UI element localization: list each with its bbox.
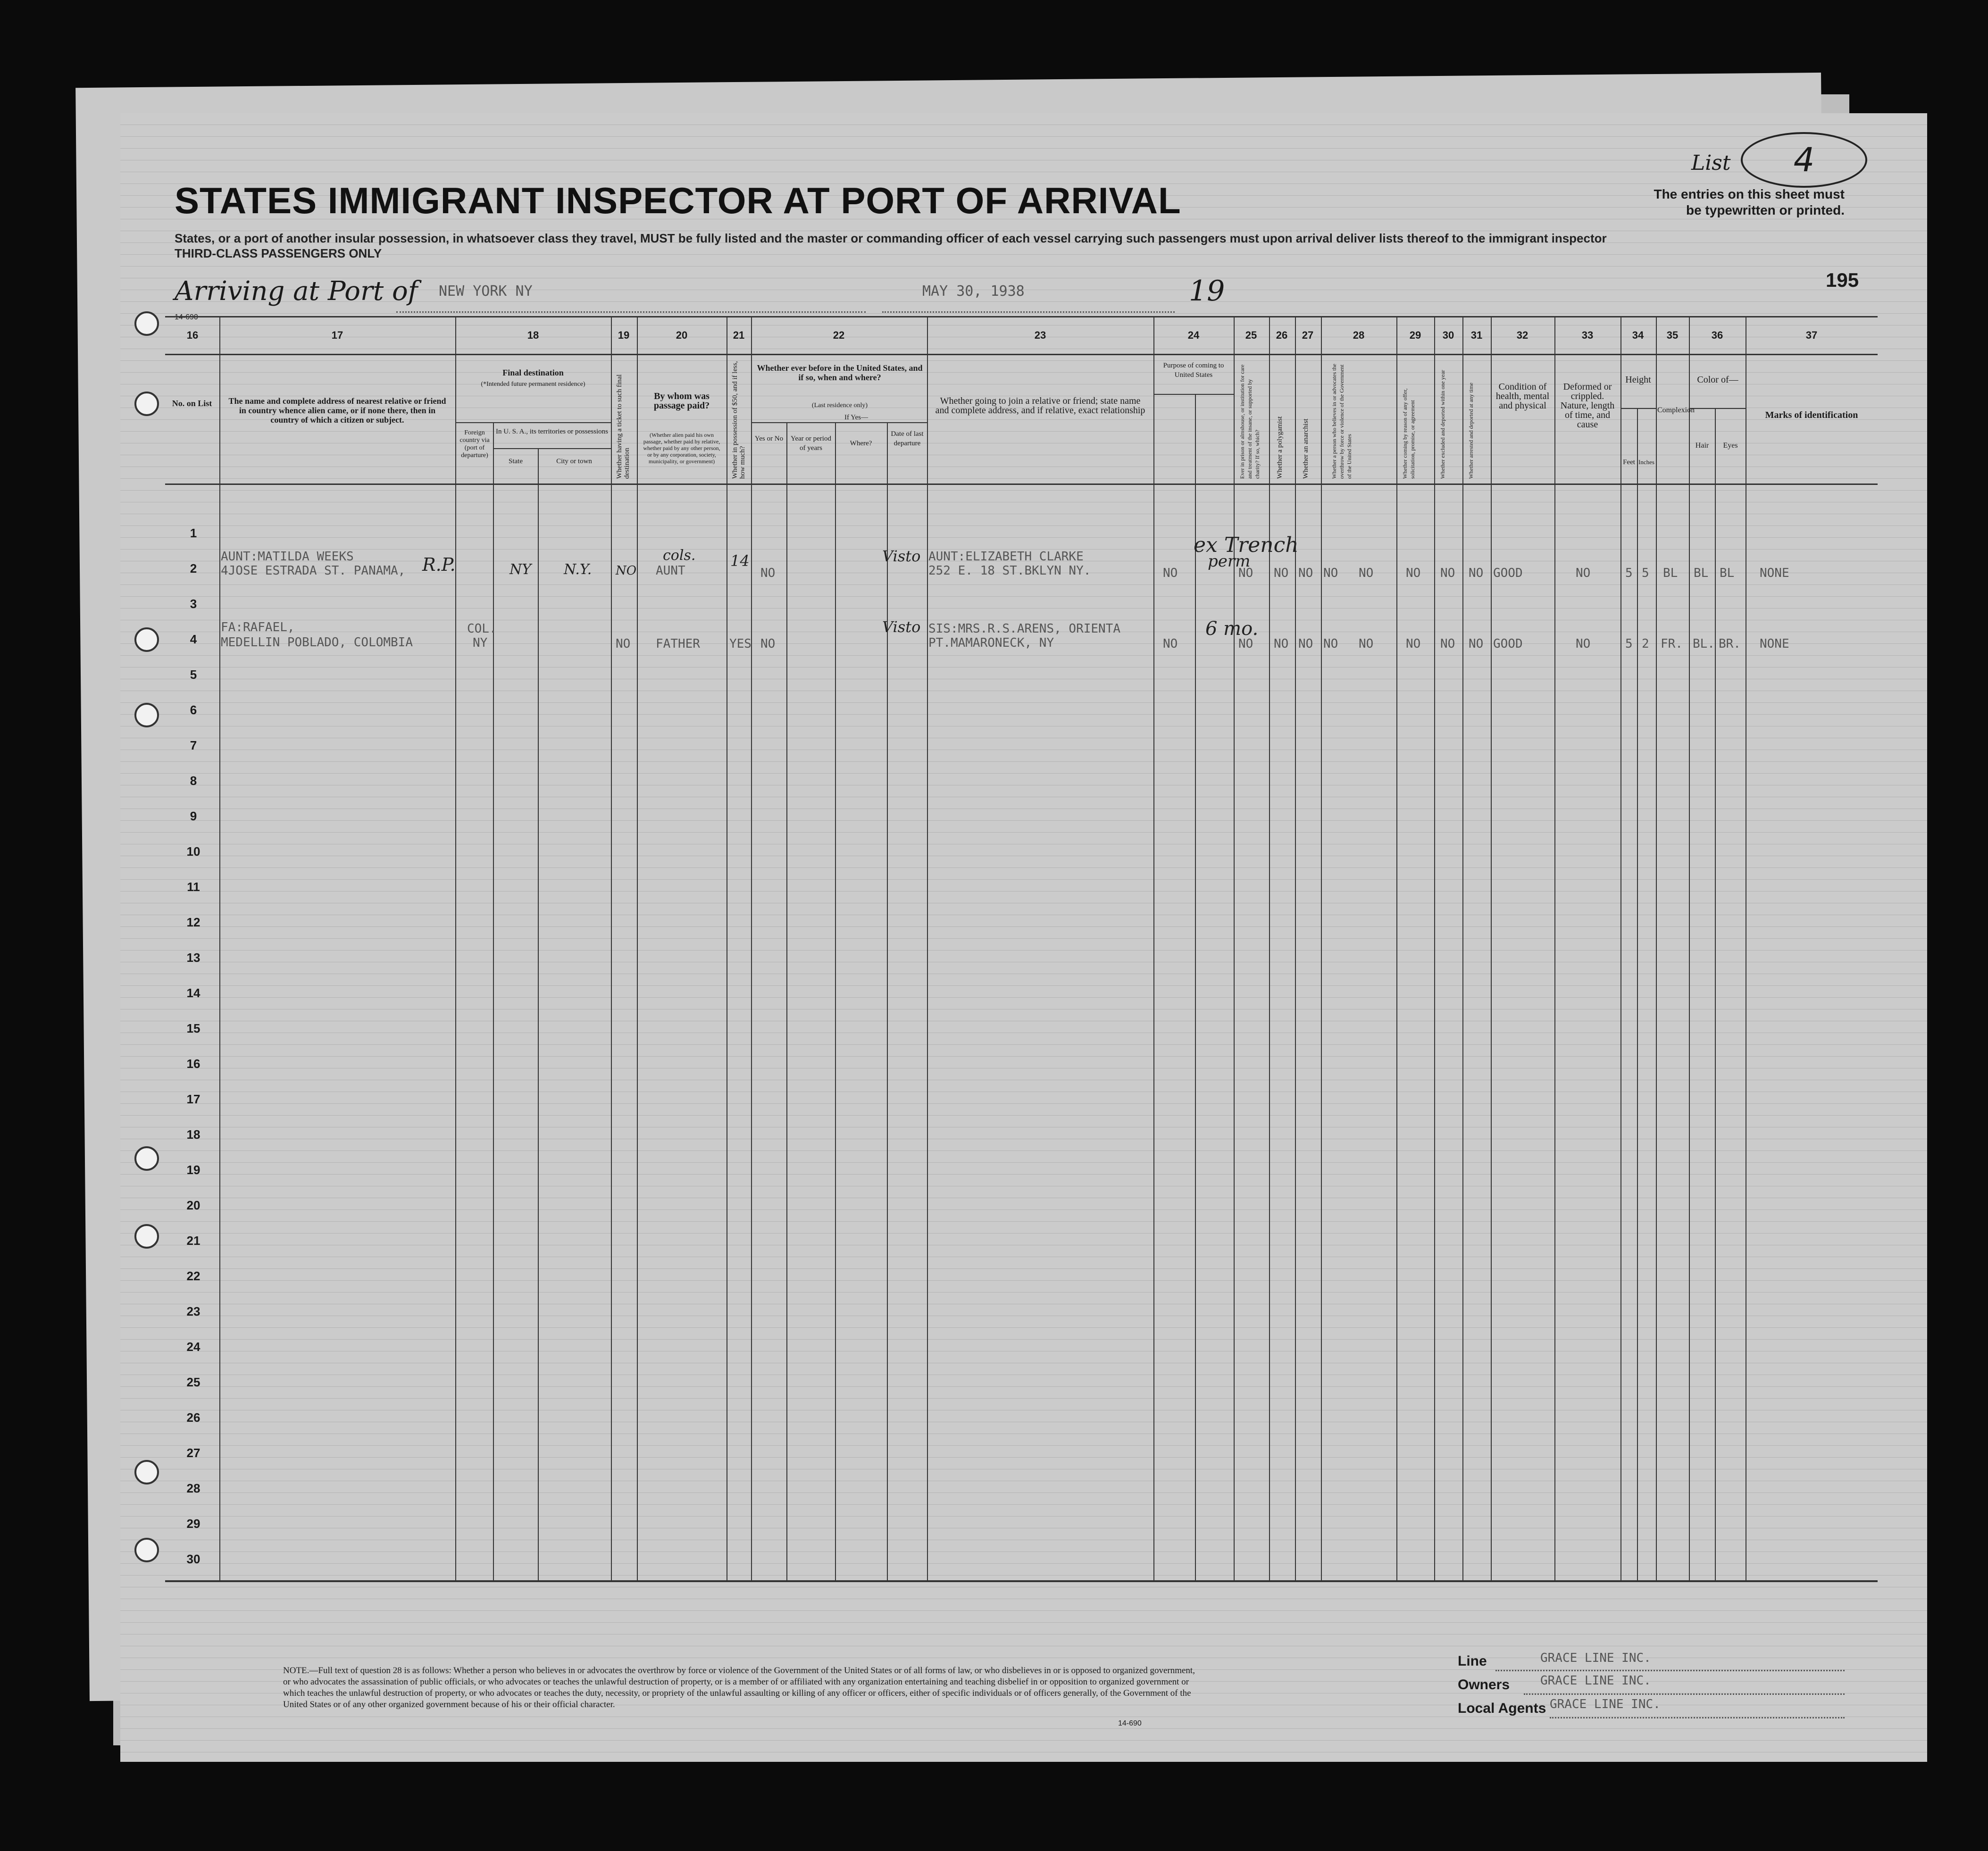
height-inches: 2 xyxy=(1642,637,1649,651)
binder-hole xyxy=(134,627,159,652)
port-line xyxy=(396,311,866,313)
binder-hole xyxy=(134,1460,159,1484)
state-value: NY xyxy=(473,636,488,650)
row-number: 20 xyxy=(186,1198,200,1212)
anarchist-value: NO xyxy=(1323,566,1338,580)
state-value: NY xyxy=(510,561,532,578)
col-head-overthrow: Whether a person who believes in or advocates the overthrow by force or violence of the Government of the United States xyxy=(1331,364,1353,479)
row-number: 10 xyxy=(186,844,200,859)
table-rule xyxy=(493,448,611,449)
prison-value: NO xyxy=(1274,566,1289,580)
handwritten-note: ex Trench xyxy=(1194,533,1299,557)
height-feet: 5 xyxy=(1625,637,1633,651)
purpose-value: NO xyxy=(1163,566,1178,580)
table-rule xyxy=(1620,408,1656,409)
row-number: 13 xyxy=(186,951,200,965)
col-head-purpose: Purpose of coming to United States xyxy=(1163,362,1224,379)
row-number: 18 xyxy=(186,1127,200,1142)
col-subhead-before: (Last residence only) xyxy=(811,402,868,409)
page-title: STATES IMMIGRANT INSPECTOR AT PORT OF ARRIVAL xyxy=(175,180,1181,221)
agents-label: Local Agents xyxy=(1458,1701,1546,1716)
col-head-join: Whether going to join a relative or friend; state name and complete address, and if relative, exact relationship xyxy=(935,396,1145,416)
binder-hole xyxy=(134,1224,159,1249)
binder-hole xyxy=(134,703,159,727)
row-number: 25 xyxy=(186,1375,200,1389)
row-number: 28 xyxy=(186,1481,200,1495)
col-num: 34 xyxy=(1632,329,1644,341)
binder-hole xyxy=(134,1146,159,1171)
column-rule xyxy=(455,316,456,1580)
offer-value: NO xyxy=(1406,637,1421,651)
manifest-table xyxy=(165,313,1878,1580)
col-subhead-destination: (*Intended future permanent residence) xyxy=(481,381,585,388)
handwritten-note: 6 mo. xyxy=(1205,618,1259,640)
footer-note: NOTE.—Full text of question 28 is as follows: Whether a person who believes in or advocates the overthrow by force or violence of the Government of the United States or of all forms of law, or who disbelieves in or is opposed to organized government, or who advocates the assassination of public officials, or who advocates or teaches the unlawful destruction of property, or is a member of or affiliated with any organization entertaining and teaching disbelief in or opposition to organized government or which teaches the unlawful destruction of property, or who advocates or teaches the duty, necessity, or propriety of the unlawful assaulting or killing of any officer or officers, either of specific individuals or of officers generally, of the Government of the United States or of any other organized government because of his or their official character. xyxy=(283,1666,1195,1709)
year-prefix: 19 xyxy=(1189,275,1225,308)
offer-value: NO xyxy=(1406,566,1421,580)
form-code: 14-690 xyxy=(1118,1719,1142,1727)
before-value: NO xyxy=(760,566,776,580)
join-name: SIS:MRS.R.S.ARENS, ORIENTA xyxy=(928,622,1120,636)
column-rule xyxy=(1269,316,1270,1580)
column-rule xyxy=(493,422,494,1580)
row-number: 2 xyxy=(190,561,197,575)
money-value: YES xyxy=(729,637,752,651)
row-number: 15 xyxy=(186,1021,200,1035)
col-head-money: Whether in possession of $50, and if less, how much? xyxy=(731,361,746,479)
row-number: 16 xyxy=(186,1057,200,1071)
column-rule xyxy=(1153,316,1154,1580)
prison-value: NO xyxy=(1274,637,1289,651)
purpose-value: NO xyxy=(1163,637,1178,651)
table-rule xyxy=(1153,394,1234,395)
handwritten-note: Visto xyxy=(882,547,921,565)
col-num: 33 xyxy=(1581,329,1594,341)
col-head-period: Year or period of years xyxy=(791,435,831,452)
port-label: Arriving at Port of xyxy=(175,276,418,307)
col-head-yesno: Yes or No xyxy=(754,435,784,442)
col-head-polygamist: Whether a polygamist xyxy=(1276,416,1284,479)
col-head-ticket: Whether having a ticket to such final destination xyxy=(616,374,631,479)
col-head-paid: By whom was passage paid? xyxy=(653,391,710,411)
col-head-foreign: Foreign country via (port of departure) xyxy=(459,429,490,459)
deformed-value: NO xyxy=(1576,637,1591,651)
overthrow-value: NO xyxy=(1359,637,1374,651)
col-head-eyes: Eyes xyxy=(1723,442,1738,450)
column-rule xyxy=(887,422,888,1580)
col-head-destination: Final destination xyxy=(502,368,564,377)
row-number: 27 xyxy=(186,1446,200,1460)
list-label: List xyxy=(1691,151,1731,175)
hair-value: BL. xyxy=(1693,637,1715,651)
row-number: 4 xyxy=(190,632,197,646)
paid-by-value: FATHER xyxy=(656,637,700,651)
overthrow-value: NO xyxy=(1359,566,1374,580)
complexion-value: BL xyxy=(1663,566,1678,580)
health-value: GOOD xyxy=(1493,566,1523,580)
table-rule xyxy=(751,422,927,423)
column-rule xyxy=(1491,316,1492,1580)
row-number: 26 xyxy=(186,1410,200,1425)
col-head-complexion: Complexion xyxy=(1657,406,1695,414)
row-number: 21 xyxy=(186,1234,200,1248)
col-num: 35 xyxy=(1666,329,1679,341)
port-value: NEW YORK NY xyxy=(439,283,533,300)
col-num: 37 xyxy=(1805,329,1818,341)
height-feet: 5 xyxy=(1625,566,1633,580)
col-num: 20 xyxy=(676,329,688,341)
col-head-relative: The name and complete address of nearest relative or friend in country whence alien came, or if none there, then in country of which a citizen or subject. xyxy=(228,396,446,425)
col-num: 27 xyxy=(1302,329,1314,341)
row-number: 9 xyxy=(190,809,197,823)
eyes-value: BR. xyxy=(1719,637,1741,651)
col-head-marks: Marks of identification xyxy=(1765,410,1858,420)
column-rule xyxy=(1396,316,1397,1580)
join-name: AUNT:ELIZABETH CLARKE xyxy=(928,550,1084,564)
eyes-value: BL xyxy=(1720,566,1735,580)
paid-by-value: AUNT xyxy=(656,564,685,578)
col-num: 21 xyxy=(733,329,745,341)
hair-value: BL xyxy=(1694,566,1709,580)
deformed-value: NO xyxy=(1576,566,1591,580)
row-number: 1 xyxy=(190,526,197,540)
height-inches: 5 xyxy=(1642,566,1649,580)
join-address: 252 E. 18 ST.BKLYN NY. xyxy=(928,564,1091,578)
before-value: NO xyxy=(760,637,776,651)
row-number: 14 xyxy=(186,986,200,1000)
column-rule xyxy=(611,316,612,1580)
join-address: PT.MAMARONECK, NY xyxy=(928,636,1054,650)
col-head-before: Whether ever before in the United States, and if so, when and where? xyxy=(757,363,923,382)
col-head-departure: Date of last departure xyxy=(891,430,924,447)
remain-value: NO xyxy=(1238,566,1253,580)
form-code: 14-690 xyxy=(175,313,198,321)
relative-name: FA:RAFAEL, xyxy=(221,620,295,634)
col-head-color: Color of— xyxy=(1697,375,1738,385)
arrested-value: NO xyxy=(1469,637,1484,651)
relative-address: MEDELLIN POBLADO, COLOMBIA xyxy=(221,635,413,650)
column-rule xyxy=(1554,316,1555,1580)
row-number: 5 xyxy=(190,667,197,682)
col-head-arrested: Whether arrested and deported at any time xyxy=(1468,383,1474,479)
row-number: 29 xyxy=(186,1517,200,1531)
column-rule xyxy=(786,422,787,1580)
agents-underline xyxy=(1550,1717,1845,1718)
col-num: 17 xyxy=(331,329,343,341)
col-head-height: Height xyxy=(1625,375,1651,385)
col-subhead-paid: (Whether alien paid his own passage, whether paid by relative, whether paid by any other person, or by any corporation, society, municipality, or government) xyxy=(643,432,720,465)
excluded-value: NO xyxy=(1440,637,1455,651)
line-label: Line xyxy=(1458,1653,1487,1669)
col-num: 24 xyxy=(1187,329,1200,341)
handwritten-note: R.P. xyxy=(422,554,456,575)
owners-label: Owners xyxy=(1458,1677,1510,1693)
column-rule xyxy=(1234,316,1235,1580)
row-number: 12 xyxy=(186,915,200,929)
agents-value: GRACE LINE INC. xyxy=(1550,1697,1661,1711)
row-number: 17 xyxy=(186,1092,200,1106)
col-head-excluded: Whether excluded and deported within one year xyxy=(1439,370,1446,479)
polygamist-value: NO xyxy=(1298,637,1313,651)
column-rule xyxy=(1656,316,1657,1580)
column-rule xyxy=(1462,316,1463,1580)
row-number: 6 xyxy=(190,703,197,717)
col-head-inches: Inches xyxy=(1638,459,1654,466)
line-underline xyxy=(1495,1670,1845,1671)
column-rule xyxy=(1321,316,1322,1580)
col-head-ifyes: If Yes— xyxy=(844,414,868,421)
excluded-value: NO xyxy=(1440,566,1455,580)
col-head-city: City or town xyxy=(556,458,592,465)
table-rule xyxy=(165,1580,1878,1582)
col-num: 16 xyxy=(186,329,199,341)
ticket-value: NO xyxy=(616,637,631,651)
class-line: THIRD-CLASS PASSENGERS ONLY xyxy=(175,246,382,260)
col-num: 29 xyxy=(1409,329,1421,341)
handwritten-note: perm xyxy=(1208,552,1251,571)
row-number: 3 xyxy=(190,597,197,611)
col-num: 30 xyxy=(1442,329,1454,341)
col-head-state: State xyxy=(509,458,523,465)
marks-value: NONE xyxy=(1760,637,1789,651)
col-num: 19 xyxy=(618,329,630,341)
col-head-feet: Feet xyxy=(1623,459,1635,466)
sheet-number: 195 xyxy=(1826,269,1859,291)
handwritten-note: Visto xyxy=(882,618,921,636)
binder-hole xyxy=(134,311,159,336)
table-rule xyxy=(1689,408,1746,409)
date-line xyxy=(882,311,1175,313)
col-head-health: Condition of health, mental and physical xyxy=(1495,382,1550,411)
column-rule xyxy=(1689,316,1690,1580)
binder-hole xyxy=(134,392,159,416)
owners-value: GRACE LINE INC. xyxy=(1540,1674,1651,1688)
table-rule xyxy=(455,422,611,423)
col-head-hair: Hair xyxy=(1695,442,1709,450)
complexion-value: FR. xyxy=(1661,637,1683,651)
column-rule xyxy=(1195,394,1196,1580)
arrival-date: MAY 30, 1938 xyxy=(922,283,1025,300)
column-rule xyxy=(1434,316,1435,1580)
column-rule xyxy=(835,422,836,1580)
col-head-no: No. on List xyxy=(172,399,212,408)
col-head-deformed: Deformed or crippled. Nature, length of time, and cause xyxy=(1560,382,1615,430)
row-number: 23 xyxy=(186,1304,200,1318)
col-num: 25 xyxy=(1245,329,1257,341)
col-num: 18 xyxy=(527,329,539,341)
anarchist-value: NO xyxy=(1323,637,1338,651)
row-number: 11 xyxy=(187,880,200,894)
instructions-text: States, or a port of another insular possession, in whatsoever class they travel, MUST be fully listed and the master or commanding officer of each vessel carrying such passengers must upon arrival deliver lists thereof to the immigrant inspector xyxy=(175,231,1607,245)
col-num: 31 xyxy=(1470,329,1483,341)
city-value: N.Y. xyxy=(564,561,592,578)
col-head-prison: Ever in prison or almshouse, or institution for care and treatment of the insane, or supported by charity? If so, which? xyxy=(1239,364,1261,479)
line-value: GRACE LINE INC. xyxy=(1540,1651,1651,1665)
relative-address: 4JOSE ESTRADA ST. PANAMA, xyxy=(221,564,406,578)
marks-value: NONE xyxy=(1760,566,1789,580)
col-num: 23 xyxy=(1034,329,1046,341)
column-rule xyxy=(1620,316,1621,1580)
column-rule xyxy=(538,448,539,1580)
row-number: 30 xyxy=(186,1552,200,1566)
col-head-offer: Whether coming by reason of any offer, solicitation, promise, or agreement xyxy=(1402,388,1416,479)
column-rule xyxy=(1295,316,1296,1580)
row-number: 19 xyxy=(186,1163,200,1177)
column-rule xyxy=(751,316,752,1580)
column-rule xyxy=(1715,408,1716,1580)
money-value: 14 xyxy=(730,552,750,570)
row-number: 8 xyxy=(190,774,197,788)
row-number: 7 xyxy=(190,738,197,752)
remain-value: NO xyxy=(1238,637,1253,651)
row-number: 22 xyxy=(186,1269,200,1283)
health-value: GOOD xyxy=(1493,637,1523,651)
col-num: 28 xyxy=(1353,329,1365,341)
polygamist-value: NO xyxy=(1298,566,1313,580)
column-rule xyxy=(927,316,928,1580)
col-head-usa: In U. S. A., its territories or possessions xyxy=(496,428,608,435)
foreign-country: COL. xyxy=(467,622,497,636)
row-number: 24 xyxy=(186,1340,200,1354)
col-num: 22 xyxy=(833,329,845,341)
binder-hole xyxy=(134,1538,159,1562)
owners-underline xyxy=(1524,1693,1845,1695)
col-head-anarchist: Whether an anarchist xyxy=(1302,418,1310,479)
col-num: 32 xyxy=(1516,329,1529,341)
list-number: 4 xyxy=(1741,132,1867,188)
handwritten-note: cols. xyxy=(663,547,696,564)
col-head-where: Where? xyxy=(850,440,872,447)
col-num: 26 xyxy=(1276,329,1288,341)
entries-note: The entries on this sheet must be typewritten or printed. xyxy=(1654,187,1845,217)
column-rule xyxy=(637,316,638,1580)
column-rule xyxy=(1637,408,1638,1580)
column-rule xyxy=(219,316,220,1580)
arrested-value: NO xyxy=(1469,566,1484,580)
col-num: 36 xyxy=(1711,329,1723,341)
ticket-value: NO xyxy=(616,564,637,578)
relative-name: AUNT:MATILDA WEEKS xyxy=(221,550,354,564)
